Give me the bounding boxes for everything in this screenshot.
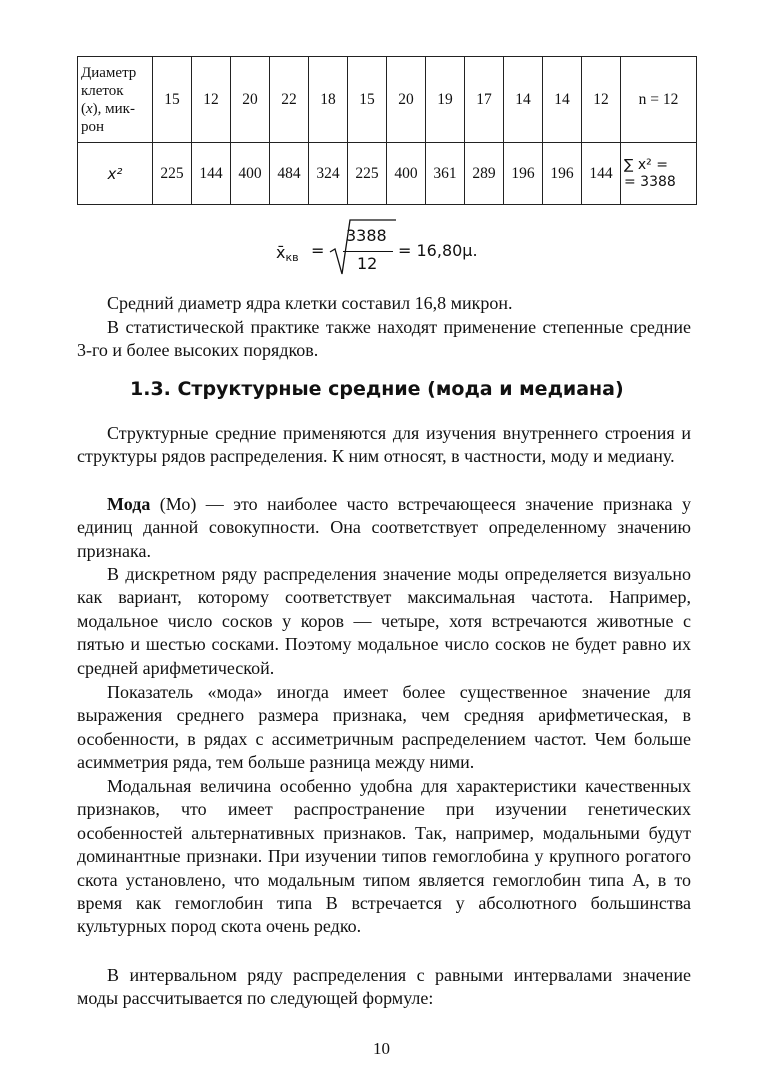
paragraph: Показатель «мода» иногда имеет более существенное значение для выражения среднего размера признака, чем средняя арифметическая, в особенности, в рядах с ассиметричным распределением частот. Чем больше асимметрия ряда, тем больше разница между ними. (77, 682, 691, 773)
formula-result: = 16,80μ. (398, 241, 478, 260)
table-cell: 400 (231, 143, 270, 205)
fraction-line (343, 251, 393, 252)
table-cell-n: n = 12 (621, 57, 697, 143)
table-cell: 196 (504, 143, 543, 205)
table-cell-sum (621, 143, 697, 205)
table-cell: 22 (270, 57, 309, 143)
section-heading: 1.3. Структурные средние (мода и медиана) (130, 378, 624, 400)
sum-top: ∑ x² = (624, 157, 668, 174)
table-row-header (78, 143, 153, 205)
table-cell: 20 (387, 57, 426, 143)
table-cell: 19 (426, 57, 465, 143)
formula-denominator: 12 (357, 254, 378, 273)
formula-numerator: 3388 (346, 226, 387, 245)
table-cell: 484 (270, 143, 309, 205)
sum-bottom: = 3388 (624, 173, 676, 190)
table-cell: 17 (465, 57, 504, 143)
formula-lhs: $x̄_{кв}$ (276, 243, 299, 264)
paragraph: Мода (Мо) — это наиболее часто встречающееся значение признака у единиц данной совокупности. Она соответствует определенному значению признака. (77, 494, 691, 561)
page-number: 10 (373, 1039, 390, 1058)
paragraph: В дискретном ряду распределения значение моды определяется визуально как вариант, которому соответствует максимальная частота. Например, модальное число сосков у коров — четыре, хотя встречаются животные с пятью и шестью сосками. Поэтому модальное число сосков не будет равно их средней арифметической. (77, 564, 691, 678)
paragraph: В статистической практике также находят применение степенные средние 3-го и более высоких порядков. (77, 317, 691, 361)
table-cell: 324 (309, 143, 348, 205)
term-mode: Мода (107, 494, 151, 514)
data-table (77, 56, 697, 205)
table-cell: 15 (348, 57, 387, 143)
table-cell: 14 (543, 57, 582, 143)
x-squared-label: x² (107, 164, 123, 183)
table-row-header: Диаметр клеток (x), мик- рон (78, 57, 153, 143)
rms-formula (276, 218, 536, 278)
table-cell: 18 (309, 57, 348, 143)
table-cell: 20 (231, 57, 270, 143)
table-cell: 400 (387, 143, 426, 205)
table-cell: 144 (582, 143, 621, 205)
table-cell: 225 (348, 143, 387, 205)
table-cell: 361 (426, 143, 465, 205)
paragraph: Модальная величина особенно удобна для характеристики качественных признаков, что имеет распространение при изучении генетических особенностей альтернативных признаков. Так, например, модальными будут доминантные признаки. При изучении типов гемоглобина у крупного рогатого скота установлено, что модальным типом является гемоглобин типа А, в то время как гемоглобин типа В встречается у абсолютного большинства культурных пород скота очень редко. (77, 776, 691, 937)
table-cell: 12 (582, 57, 621, 143)
table-cell: 225 (153, 143, 192, 205)
table-cell: 196 (543, 143, 582, 205)
table-cell: 144 (192, 143, 231, 205)
formula-equals: = (311, 241, 325, 260)
paragraph: Средний диаметр ядра клетки составил 16,8 микрон. (107, 293, 513, 313)
table-cell: 14 (504, 57, 543, 143)
table-row (78, 143, 697, 205)
table-cell: 15 (153, 57, 192, 143)
paragraph: В интервальном ряду распределения с равными интервалами значение моды рассчитывается по следующей формуле: (77, 965, 691, 1009)
table-row (78, 57, 697, 143)
paragraph: Структурные средние применяются для изучения внутреннего строения и структуры рядов распределения. К ним относят, в частности, моду и медиану. (77, 423, 691, 467)
table-cell: 12 (192, 57, 231, 143)
table-cell: 289 (465, 143, 504, 205)
